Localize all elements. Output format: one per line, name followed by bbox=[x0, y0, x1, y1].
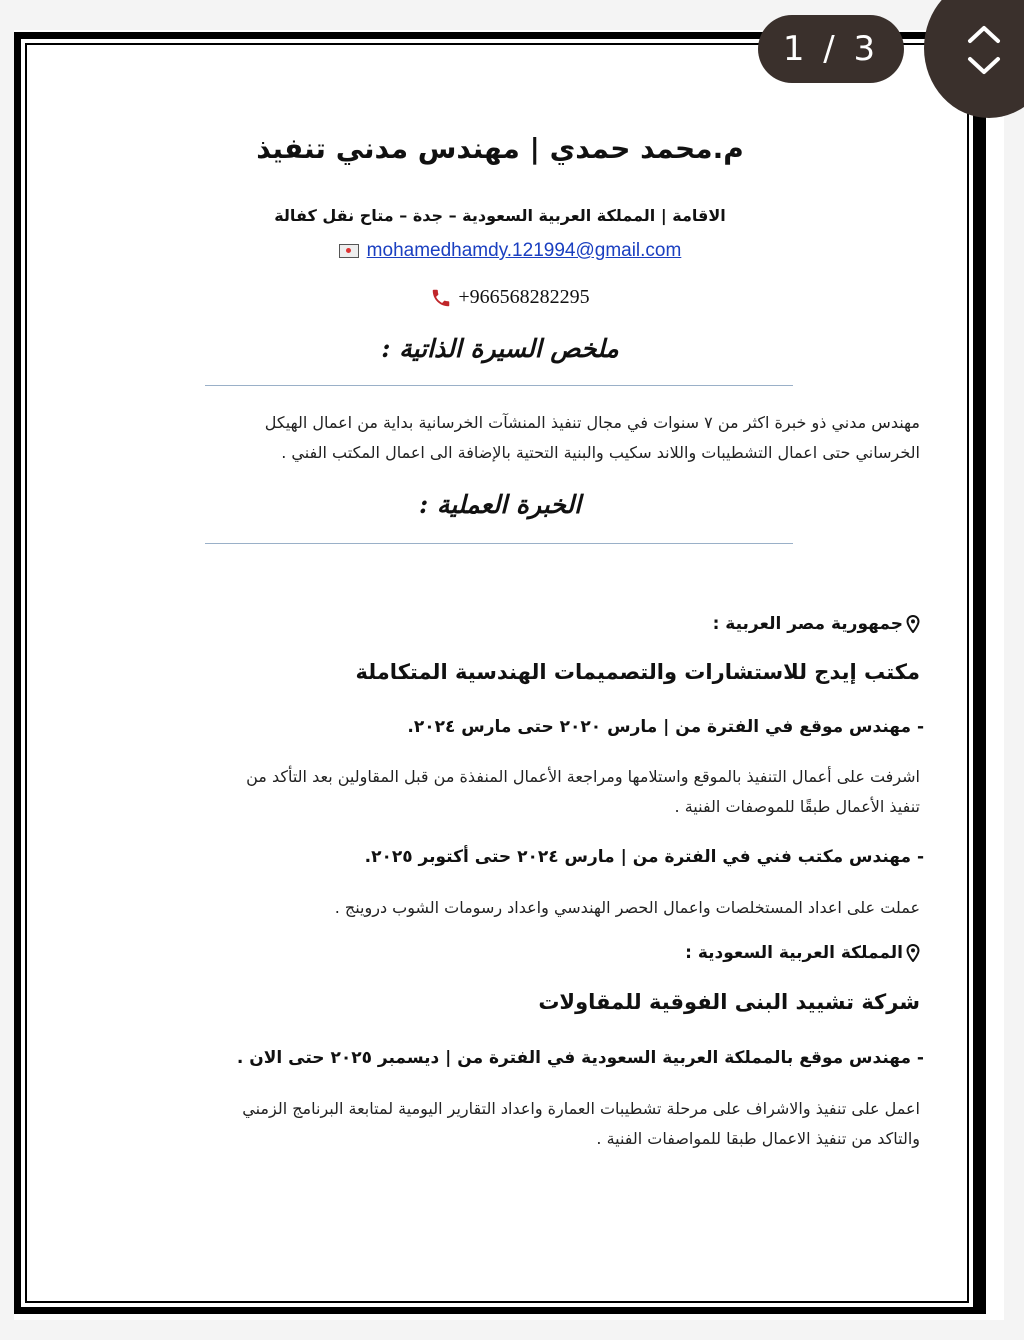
location-pin-icon bbox=[906, 944, 920, 962]
role-title: - مهندس موقع بالمملكة العربية السعودية في الفترة من | ديسمبر ٢٠٢٥ حتى الان . bbox=[236, 1048, 924, 1068]
phone-row bbox=[300, 286, 720, 309]
page-indicator: 1 / 3 bbox=[758, 15, 904, 83]
role-title: - مهندس مكتب فني في الفترة من | مارس ٢٠٢٤ حتى أكتوبر ٢٠٢٥. bbox=[364, 847, 924, 867]
page-border-shadow-bottom bbox=[22, 1308, 986, 1314]
role-title: - مهندس موقع في الفترة من | مارس ٢٠٢٠ حتى مارس ٢٠٢٤. bbox=[407, 717, 924, 737]
role-description bbox=[120, 1094, 920, 1154]
role-description bbox=[180, 893, 920, 923]
experience-heading: الخبرة العملية : bbox=[418, 490, 582, 519]
role-line: والتاكد من تنفيذ الاعمال طبقا للمواصفات الفنية . bbox=[596, 1129, 920, 1148]
role-line: اعمل على تنفيذ والاشراف على مرحلة تشطيبات العمارة واعداد التقارير اليومية لمتابعة البرنامج الزمني bbox=[242, 1099, 920, 1118]
chevron-down-icon[interactable] bbox=[966, 56, 1002, 76]
page-title: م.محمد حمدي | مهندس مدني تنفيذ bbox=[256, 132, 744, 165]
phone-number[interactable]: +966568282295 bbox=[458, 286, 590, 308]
country-saudi bbox=[685, 943, 920, 963]
role-description bbox=[140, 762, 920, 822]
email-icon bbox=[339, 244, 359, 258]
country-name: المملكة العربية السعودية : bbox=[685, 943, 903, 963]
summary-line: الخرساني حتى اعمال التشطيبات واللاند سكيب والبنية التحتية بالإضافة الى اعمال المكتب الفني . bbox=[281, 443, 920, 462]
country-name: جمهورية مصر العربية : bbox=[712, 614, 903, 634]
email-link[interactable]: mohamedhamdy.121994@gmail.com bbox=[366, 240, 682, 261]
page-border-shadow-right bbox=[980, 40, 986, 1314]
email-row bbox=[300, 240, 720, 262]
company-name: شركة تشييد البنى الفوقية للمقاولات bbox=[538, 990, 920, 1014]
chevron-up-icon[interactable] bbox=[966, 24, 1002, 44]
summary-paragraph bbox=[180, 408, 920, 468]
summary-line: مهندس مدني ذو خبرة اكثر من ٧ سنوات في مجال تنفيذ المنشآت الخرسانية بداية من اعمال الهيكل bbox=[264, 413, 920, 432]
summary-divider bbox=[205, 385, 793, 386]
experience-divider bbox=[205, 543, 793, 544]
company-name: مكتب إيدج للاستشارات والتصميمات الهندسية المتكاملة bbox=[355, 660, 920, 684]
role-line: اشرفت على أعمال التنفيذ بالموقع واستلامها ومراجعة الأعمال المنفذة من قبل المقاولين بعد التأكد من bbox=[246, 767, 920, 786]
country-egypt bbox=[713, 614, 920, 634]
location-pin-icon bbox=[906, 615, 920, 633]
summary-heading: ملخص السيرة الذاتية : bbox=[381, 334, 619, 363]
role-line: عملت على اعداد المستخلصات واعمال الحصر الهندسي واعداد رسومات الشوب دروينج . bbox=[334, 898, 920, 917]
residence-line: الاقامة | المملكة العربية السعودية – جدة – متاح نقل كفالة bbox=[274, 206, 726, 225]
phone-icon bbox=[430, 287, 452, 309]
role-line: تنفيذ الأعمال طبقًا للموصفات الفنية . bbox=[674, 797, 920, 816]
